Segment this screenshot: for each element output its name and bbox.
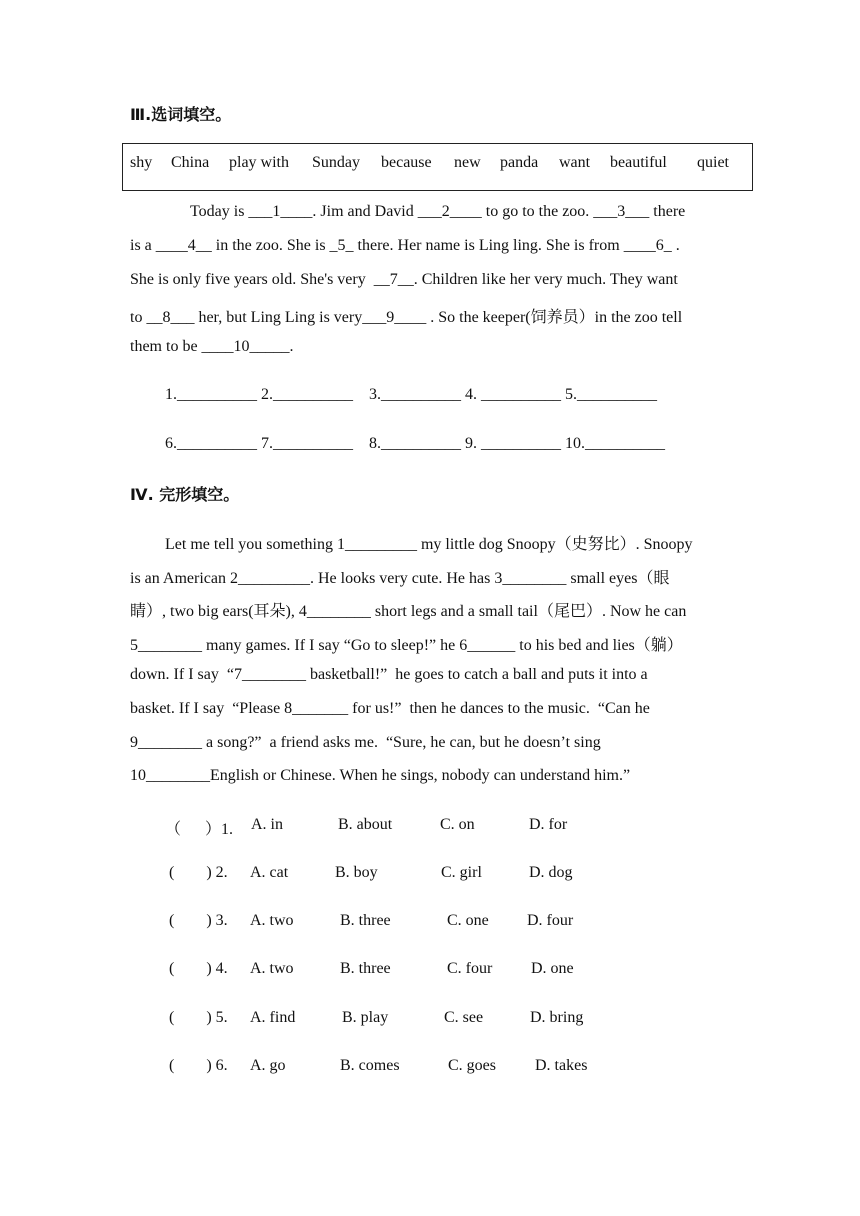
passage-line: 5________ many games. If I say “Go to sleep!” he 6______ to his bed and lies（躺） — [130, 637, 683, 654]
option-a: A. two — [250, 912, 294, 929]
option-a: A. two — [250, 960, 294, 977]
passage-line: down. If I say “7________ basketball!” he goes to catch a ball and puts it into a — [130, 666, 648, 683]
option-d: D. for — [529, 816, 568, 833]
passage-line: them to be ____10_____. — [130, 338, 294, 355]
word-bank-item: want — [559, 154, 591, 171]
passage-line: Today is ___1____. Jim and David ___2____ to go to the zoo. ___3___ there — [190, 203, 686, 220]
option-c: C. goes — [448, 1057, 496, 1074]
word-bank-item: quiet — [697, 154, 729, 171]
question-number: ( ) 5. — [169, 1009, 228, 1026]
word-bank-item: play with — [229, 154, 289, 171]
question-number: ( ) 6. — [169, 1057, 228, 1074]
option-b: B. about — [338, 816, 393, 833]
option-d: D. bring — [530, 1009, 584, 1026]
section4-title: Ⅳ. 完形填空。 — [130, 485, 240, 504]
option-c: C. girl — [441, 864, 482, 881]
option-c: C. four — [447, 960, 493, 977]
answer-blanks-row: 6.__________ 7.__________ 8.__________ 9. __________ 10.__________ — [165, 435, 665, 452]
option-a: A. in — [251, 816, 283, 833]
question-number: ( ) 4. — [169, 960, 228, 977]
word-bank-item: because — [381, 154, 432, 171]
passage-line: is an American 2_________. He looks very cute. He has 3________ small eyes（眼 — [130, 570, 670, 587]
option-b: B. boy — [335, 864, 378, 881]
question-number: （ ）1. — [165, 821, 234, 838]
word-bank-box — [122, 143, 753, 191]
option-b: B. play — [342, 1009, 389, 1026]
option-b: B. three — [340, 960, 391, 977]
question-number: ( ) 3. — [169, 912, 228, 929]
word-bank-item: Sunday — [312, 154, 360, 171]
option-d: D. dog — [529, 864, 573, 881]
passage-line: 9________ a song?” a friend asks me. “Sure, he can, but he doesn’t sing — [130, 734, 601, 751]
passage-line: basket. If I say “Please 8_______ for us!” then he dances to the music. “Can he — [130, 700, 650, 717]
question-number: ( ) 2. — [169, 864, 228, 881]
option-c: C. on — [440, 816, 475, 833]
option-a: A. find — [250, 1009, 296, 1026]
option-c: C. one — [447, 912, 489, 929]
answer-blanks-row: 1.__________ 2.__________ 3.__________ 4. __________ 5.__________ — [165, 386, 657, 403]
option-d: D. takes — [535, 1057, 588, 1074]
passage-line: is a ____4__ in the zoo. She is _5_ there. Her name is Ling ling. She is from ____6_ . — [130, 237, 680, 254]
section3-title: Ⅲ.选词填空。 — [130, 105, 232, 124]
passage-line: 睛）, two big ears(耳朵), 4________ short legs and a small tail（尾巴）. Now he can — [130, 603, 687, 620]
option-b: B. three — [340, 912, 391, 929]
word-bank-item: new — [454, 154, 481, 171]
passage-line: She is only five years old. She's very __7__. Children like her very much. They want — [130, 271, 678, 288]
passage-line: Let me tell you something 1_________ my little dog Snoopy（史努比）. Snoopy — [165, 536, 693, 553]
option-a: A. go — [250, 1057, 286, 1074]
passage-line: to __8___ her, but Ling Ling is very___9____ . So the keeper(饲养员）in the zoo tell — [130, 309, 683, 326]
word-bank-item: China — [171, 154, 210, 171]
option-c: C. see — [444, 1009, 484, 1026]
option-b: B. comes — [340, 1057, 400, 1074]
option-a: A. cat — [250, 864, 289, 881]
option-d: D. four — [527, 912, 574, 929]
passage-line: 10________English or Chinese. When he sings, nobody can understand him.” — [130, 767, 631, 784]
option-d: D. one — [531, 960, 574, 977]
word-bank-item: shy — [130, 154, 153, 171]
word-bank-item: panda — [500, 154, 539, 171]
word-bank-item: beautiful — [610, 154, 667, 171]
